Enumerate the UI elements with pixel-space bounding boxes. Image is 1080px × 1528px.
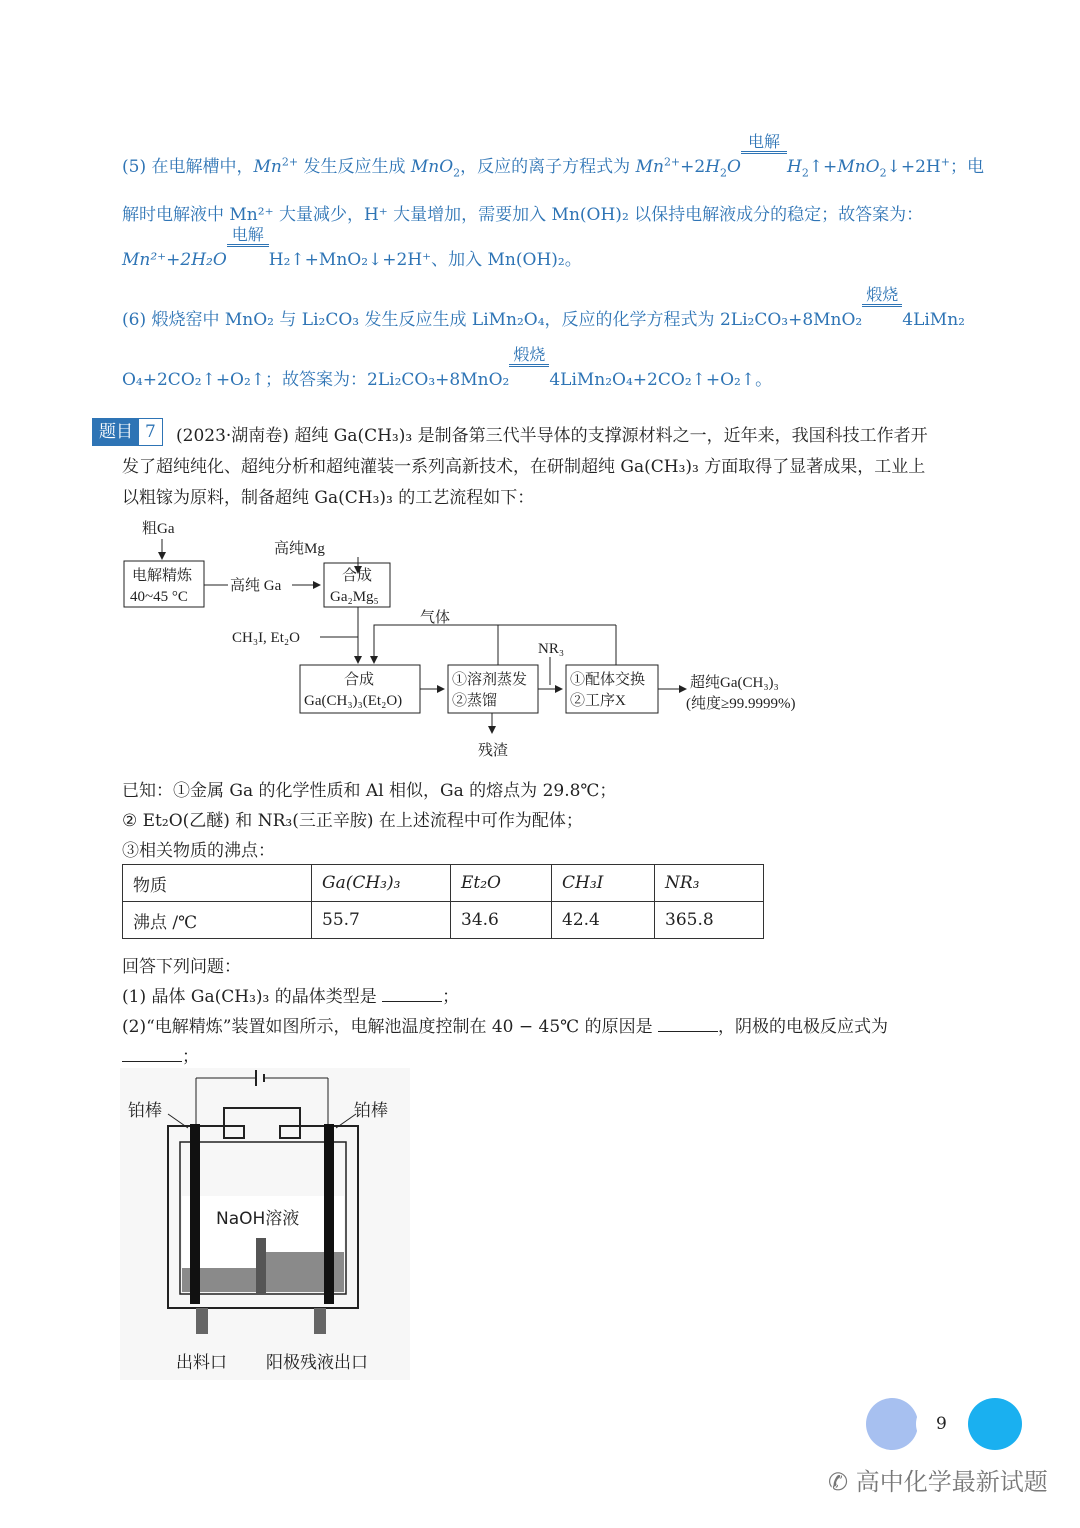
svg-text:40~45 °C: 40~45 °C [130, 589, 188, 605]
question-tag-number: 7 [139, 419, 162, 445]
svg-text:高纯 Ga: 高纯 Ga [230, 578, 282, 594]
question-tag [92, 418, 163, 446]
svg-text:残渣: 残渣 [478, 743, 509, 759]
answer-5-line-3: Mn²⁺+2H₂O 电解 H₂↑+MnO₂↓+2H⁺、加入 Mn(OH)₂。 [122, 225, 582, 270]
table-row: 沸点 /℃ 55.7 34.6 42.4 365.8 [123, 902, 764, 939]
svg-text:①配体交换: ①配体交换 [570, 672, 646, 688]
question-line-3: 以粗镓为原料，制备超纯 Ga(CH₃)₃ 的工艺流程如下： [122, 488, 535, 508]
process-flow-diagram [120, 515, 820, 760]
left-electrode-label: 铂棒 [128, 1101, 162, 1121]
answer-intro: 回答下列问题： [122, 957, 241, 977]
reaction-condition: 电解 [741, 133, 787, 154]
reaction-condition: 煅烧 [862, 286, 902, 307]
question-line-2: 发了超纯纯化、超纯分析和超纯灌装一系列高新技术，在研制超纯 Ga(CH₃)₃ 方面取得了显著成果，工业上 [122, 457, 926, 477]
answer-6-line-2: O₄+2CO₂↑+O₂↑；故答案为：2Li₂CO₃+8MnO₂ 煅烧 4LiMn₂O₄+2CO₂↑+O₂↑。 [122, 345, 773, 390]
svg-text:②工序X: ②工序X [570, 693, 626, 709]
answer-blank[interactable] [658, 1017, 718, 1032]
solution-label: NaOH溶液 [216, 1209, 300, 1229]
watermark: ✆ 高中化学最新试题 [828, 1468, 1048, 1496]
answer-5-line-1: (5) 在电解槽中，$Mn^{2+}$ 发生反应生成 MnO$_2$，反应的离子方程式为 $Mn^{2+}+2H_2O$ 电解 $H_2↑+MnO_2↓+2H^+$；电 [122, 132, 984, 180]
page-number: 9 [936, 1414, 947, 1434]
answer-blank[interactable] [382, 987, 442, 1002]
boiling-point-table [122, 864, 764, 939]
svg-text:(纯度≥99.9999%): (纯度≥99.9999%) [686, 696, 796, 712]
known-3: ③相关物质的沸点： [122, 841, 275, 861]
answer-5-line-2: 解时电解液中 Mn²⁺ 大量减少，H⁺ 大量增加，需要加入 Mn(OH)₂ 以保持电解液成分的稳定；故答案为： [122, 205, 924, 225]
question-2-cont: ； [122, 1042, 199, 1067]
question-2: (2)“电解精炼”装置如图所示，电解池温度控制在 40 − 45℃ 的原因是 ，阴极的电极反应式为 [122, 1017, 889, 1037]
question-line-1: (2023·湖南卷) 超纯 Ga(CH₃)₃ 是制备第三代半导体的支撑源材料之一，近年来，我国科技工作者开 [176, 426, 928, 446]
answer-6-line-1: (6) 煅烧窑中 MnO₂ 与 Li₂CO₃ 发生反应生成 LiMn₂O₄，反应的化学方程式为 2Li₂CO₃+8MnO₂ 煅烧 4LiMn₂ [122, 285, 965, 330]
svg-text:NR₃: NR₃ [538, 641, 565, 657]
svg-text:②蒸馏: ②蒸馏 [452, 693, 498, 709]
answer-blank[interactable] [122, 1047, 182, 1062]
svg-text:CH₃I, Et₂O: CH₃I, Et₂O [232, 630, 300, 646]
outlet-left-label: 出料口 [176, 1353, 227, 1373]
svg-text:合成: 合成 [344, 672, 375, 688]
svg-text:超纯Ga(CH₃)₃: 超纯Ga(CH₃)₃ [690, 675, 779, 691]
reaction-condition: 煅烧 [509, 346, 549, 367]
svg-text:电解精炼: 电解精炼 [132, 568, 193, 584]
question-tag-label: 题目 [93, 419, 139, 445]
svg-text:Ga(CH₃)₃(Et₂O): Ga(CH₃)₃(Et₂O) [304, 693, 403, 709]
reaction-condition: 电解 [227, 226, 269, 247]
electrolysis-cell-diagram [120, 1068, 410, 1380]
svg-text:气体: 气体 [420, 610, 451, 626]
crude-ga-label: 粗Ga [142, 521, 175, 537]
wechat-icon: ✆ [828, 1468, 856, 1496]
svg-text:合成: 合成 [342, 568, 373, 584]
right-electrode-label: 铂棒 [354, 1101, 388, 1121]
table-header-row: 物质 Ga(CH₃)₃ Et₂O CH₃I NR₃ [123, 865, 764, 902]
known-2: ② Et₂O(乙醚) 和 NR₃(三正辛胺) 在上述流程中可作为配体； [122, 811, 583, 831]
page-circle-left [866, 1398, 918, 1450]
svg-text:①溶剂蒸发: ①溶剂蒸发 [452, 672, 528, 688]
svg-text:Ga₂Mg₅: Ga₂Mg₅ [330, 589, 379, 605]
outlet-right-label: 阳极残液出口 [266, 1353, 368, 1373]
known-1: 已知：①金属 Ga 的化学性质和 Al 相似，Ga 的熔点为 29.8℃； [122, 781, 617, 801]
question-1: (1) 晶体 Ga(CH₃)₃ 的晶体类型是 ； [122, 987, 460, 1007]
page-circle-right [968, 1398, 1022, 1450]
svg-text:高纯Mg: 高纯Mg [274, 541, 325, 557]
